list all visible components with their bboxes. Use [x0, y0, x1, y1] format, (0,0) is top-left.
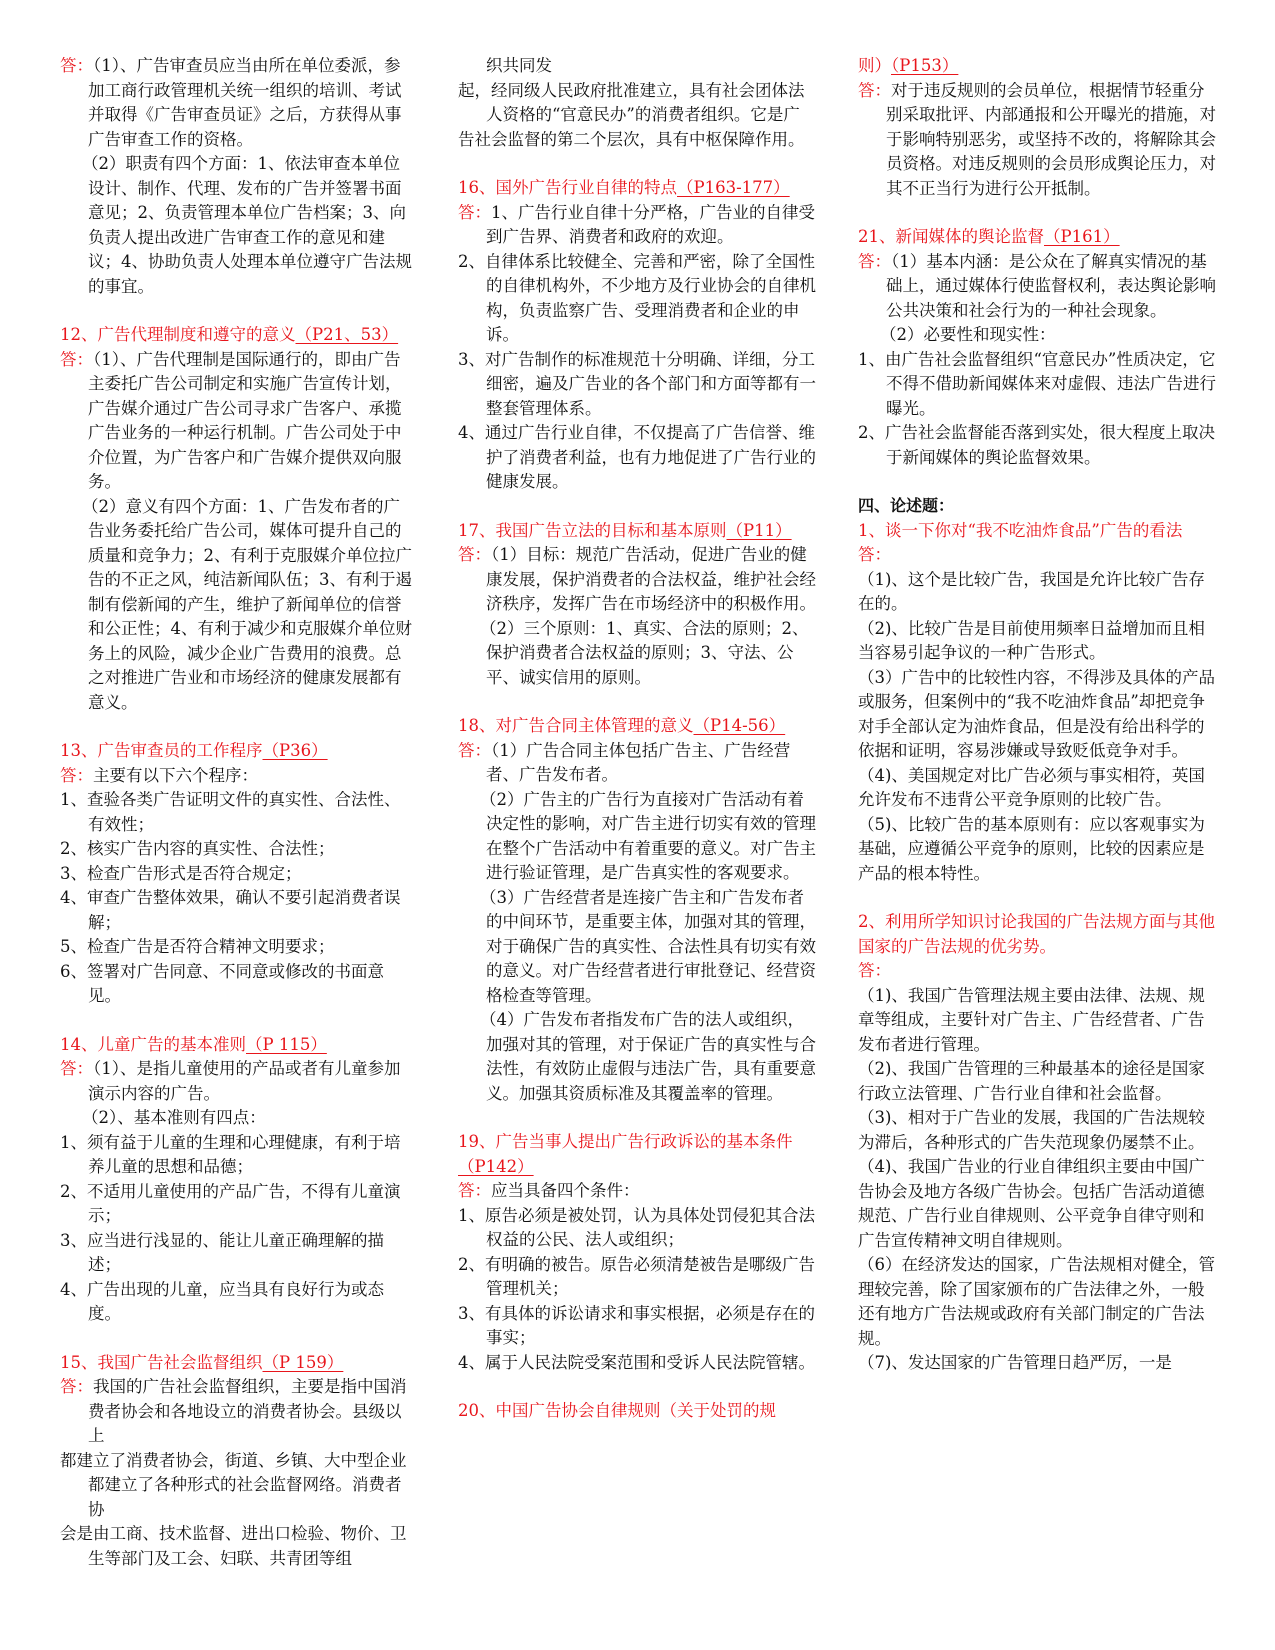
answer-paragraph: [458, 421, 818, 495]
answer-label: 答：: [858, 961, 891, 980]
answer-label: 答：: [60, 56, 93, 75]
answer-paragraph: [60, 1278, 412, 1327]
answer-paragraph: [458, 543, 818, 617]
answer-paragraph: [458, 617, 818, 691]
answer-paragraph: [60, 1229, 412, 1278]
paragraph-text: 2、核实广告内容的真实性、合法性；: [60, 839, 335, 858]
answer-label: 答：: [858, 80, 891, 100]
paragraph-text: 4、属于人民法院受案范围和受诉人民法院管辖。: [458, 1352, 815, 1372]
paragraph-text: 1、查验各类广告证明文件的真实性、合法性、有效性；: [60, 790, 401, 834]
page-reference: （P163-177）: [677, 178, 790, 197]
paragraph-text: （1）基本内涵：是公众在了解真实情况的基础上，通过媒体行使监督权利，表达舆论影响公共决策和社会行为的一种社会现象。: [886, 251, 1216, 320]
answer-paragraph: [858, 250, 1216, 324]
answer-paragraph: [858, 1351, 1216, 1376]
paragraph-text: 4、审查广告整体效果，确认不要引起消费者误解；: [60, 888, 401, 932]
answer-paragraph: [60, 935, 412, 960]
answer-label: 答：: [60, 349, 93, 369]
answer-paragraph: [858, 421, 1216, 470]
paragraph-text: （2）广告主的广告行为直接对广告活动有着决定性的影响，对广告主进行切实有效的管理在整个广告活动中有着重要的意义。对广告主进行验证管理，是广告真实性的客观要求。: [480, 789, 816, 882]
answer-paragraph: [458, 1179, 818, 1204]
question-heading: [60, 1351, 412, 1376]
question-title: 12、广告代理制度和遵守的意义: [60, 325, 296, 344]
question-block: [60, 54, 412, 299]
answer-label: 答：: [458, 1181, 491, 1200]
question-heading: [458, 714, 818, 739]
paragraph-text: 2、广告社会监督能否落到实处，很大程度上取决于新闻媒体的舆论监督效果。: [858, 423, 1215, 467]
page-reference: （P36）: [262, 741, 328, 760]
paragraph-text: （1）、是指儿童使用的产品或者有儿童参加演示内容的广告。: [88, 1059, 401, 1103]
question-title: 1、谈一下你对“我不吃油炸食品”广告的看法: [858, 520, 1183, 540]
answer-paragraph: [458, 128, 818, 153]
question-title: 2、利用所学知识讨论我国的广告法规方面与其他国家的广告法规的优劣势。: [858, 912, 1215, 956]
paragraph-text: （7)、发达国家的广告管理日趋严厉，一是: [858, 1353, 1172, 1372]
answer-paragraph: [60, 1522, 412, 1571]
question-block: [60, 739, 412, 1009]
answer-label: 答：: [458, 740, 491, 760]
paragraph-text: 3、有具体的诉讼请求和事实根据，必须是存在的事实；: [458, 1303, 815, 1347]
column-right: [858, 54, 1216, 1400]
paragraph-text: 织共同发: [486, 56, 552, 75]
answer-paragraph: [60, 1106, 412, 1131]
paragraph-text: 起，经同级人民政府批准建立，具有社会团体法人资格的“官意民办”的消费者组织。它是广: [458, 80, 805, 124]
paragraph-text: 2、有明确的被告。原告必须清楚被告是哪级广告管理机关；: [458, 1254, 815, 1298]
paragraph-text: （3）广告经营者是连接广告主和广告发布者的中间环节，是重要主体，加强对其的管理，对于确保广告的真实性、合法性具有切实有效的意义。对广告经营者进行审批登记、经营资格检查等管理。: [480, 887, 816, 1005]
question-title: 15、我国广告社会监督组织: [60, 1352, 263, 1372]
question-block: [60, 323, 412, 715]
question-heading: [858, 225, 1216, 250]
paragraph-text: （2）、基本准则有四点：: [82, 1108, 266, 1127]
paragraph-text: 5、检查广告是否符合精神文明要求；: [60, 937, 335, 956]
question-title: 17、我国广告立法的目标和基本原则: [458, 520, 727, 540]
paragraph-text: 1、原告必须是被处罚，认为具体处罚侵犯其合法权益的公民、法人或组织；: [458, 1205, 815, 1249]
question-title: 16、国外广告行业自律的特点: [458, 178, 677, 197]
page-reference: （P14-56）: [693, 716, 786, 735]
question-title: 14、儿童广告的基本准则: [60, 1034, 246, 1054]
page-reference: （P 159）: [262, 1352, 344, 1372]
paragraph-text: （2）必要性和现实性：: [880, 325, 1056, 344]
question-block: [458, 176, 818, 495]
page-reference: （P21、53）: [295, 325, 399, 344]
paragraph-text: 3、应当进行浅显的、能让儿童正确理解的描述；: [60, 1230, 384, 1274]
paragraph-text: 2、不适用儿童使用的产品广告，不得有儿童演示；: [60, 1181, 401, 1225]
question-block: [458, 1130, 818, 1375]
question-heading: [458, 176, 818, 201]
answer-paragraph: [458, 1204, 818, 1253]
answer-paragraph: [458, 1351, 818, 1376]
paragraph-text: （6）在经济发达的国家，广告法规相对健全，管理较完善，除了国家颁布的广告法律之外，一般还有地方广告法规或政府有关部门制定的广告法规。: [858, 1255, 1215, 1348]
paragraph-text: （1）、广告审查员应当由所在单位委派，参加工商行政管理机关统一组织的培训、考试并取得《广告审查员证》之后，方获得从事广告审查工作的资格。: [88, 56, 402, 149]
page-reference: （P161）: [1044, 227, 1120, 246]
question-block: [458, 54, 818, 152]
question-block: [60, 1033, 412, 1327]
column-middle: [458, 54, 818, 1448]
paragraph-text: 4、通过广告行业自律，不仅提高了广告信誉、维护了消费者利益，也有力地促进了广告行业的健康发展。: [458, 423, 816, 491]
question-title: 19、广告当事人提出广告行政诉讼的基本条件: [458, 1132, 793, 1151]
answer-paragraph: [858, 1253, 1216, 1351]
answer-paragraph: [458, 79, 818, 128]
paragraph-text: 1、由广告社会监督组织“官意民办”性质决定，它不得不借助新闻媒体来对虚假、违法广告进行曝光。: [858, 349, 1216, 418]
paragraph-text: （3)、相对于广告业的发展，我国的广告法规较为滞后，各种形式的广告失范现象仍屡禁不止。: [858, 1108, 1205, 1152]
answer-label: 答：: [60, 1059, 93, 1078]
paragraph-text: 我国的广告社会监督组织，主要是指中国消费者协会和各地设立的消费者协会。县级以上: [88, 1377, 407, 1445]
paragraph-text: 6、签署对广告同意、不同意或修改的书面意见。: [60, 961, 384, 1005]
answer-paragraph: [60, 886, 412, 935]
question-heading: [458, 1399, 818, 1424]
page-reference: （P 115）: [246, 1034, 327, 1054]
question-title: 20、中国广告协会自律规则（关于处罚的规: [458, 1401, 776, 1420]
answer-paragraph: [60, 837, 412, 862]
question-block: [858, 225, 1216, 470]
paragraph-text: （1）、广告代理制是国际通行的，即由广告主委托广告公司制定和实施广告宣传计划，广告媒介通过广告公司寻求广告客户、承揽广告业务的一种运行机制。广告公司处于中介位置，为广告客户和广告媒介提供双向服务。: [88, 349, 402, 491]
paragraph-text: （2）意义有四个方面：1、广告发布者的广告业务委托给广告公司，媒体可提升自己的质量和竞争力；2、有利于克服媒介单位拉广告的不正之风，纯洁新闻队伍；3、有利于遏制有偿新闻的产生，维护了新闻单位的信誉和公正性；4、有利于减少和克服媒介单位财务上的风险，减少企业广告费用的浪费。总之对推进广告业和市场经济的健康发展都有意义。: [82, 496, 412, 712]
answer-paragraph: [858, 617, 1216, 666]
paragraph-text: （1）广告合同主体包括广告主、广告经营者、广告发布者。: [486, 740, 791, 784]
question-heading: [60, 323, 412, 348]
answer-paragraph: [858, 666, 1216, 764]
paragraph-text: （3）广告中的比较性内容，不得涉及具体的产品或服务，但案例中的“我不吃油炸食品”却把竞争对手全部认定为油炸食品，但是没有给出科学的依据和证明，容易涉嫌或导致贬低竞争对手。: [858, 667, 1215, 760]
page-reference: （P11）: [726, 520, 792, 540]
answer-paragraph: [60, 862, 412, 887]
answer-paragraph: [60, 1131, 412, 1180]
paragraph-text: （1)、这个是比较广告，我国是允许比较广告存在的。: [858, 569, 1205, 613]
section-title: 四、论述题：: [858, 496, 955, 515]
answer-label: 答：: [458, 202, 491, 222]
paragraph-text: （2)、比较广告是目前使用频率日益增加而且相当容易引起争议的一种广告形式。: [858, 618, 1205, 662]
answer-paragraph: [60, 1057, 412, 1106]
question-title: 则）: [858, 56, 891, 75]
question-heading: [458, 1130, 818, 1179]
question-heading: [858, 910, 1216, 959]
answer-paragraph: [858, 813, 1216, 887]
paragraph-text: 应当具备四个条件：: [491, 1181, 640, 1200]
answer-paragraph: [60, 1180, 412, 1229]
paragraph-text: （4）广告发布者指发布广告的法人或组织，加强对其的管理，对于保证广告的真实性与合法性，有效防止虚假与违法广告，具有重要意义。加强其资质标准及其覆盖率的管理。: [480, 1010, 816, 1103]
answer-paragraph: [458, 886, 818, 1009]
answer-paragraph: [858, 1155, 1216, 1253]
question-heading: [858, 54, 1216, 79]
answer-label: 答：: [858, 251, 891, 271]
answer-paragraph: [60, 152, 412, 299]
answer-paragraph: [458, 788, 818, 886]
answer-paragraph: [60, 348, 412, 495]
question-block: [458, 519, 818, 691]
paragraph-text: （5)、比较广告的基本原则有：应以客观事实为基础，应遵循公平竞争的原则，比较的因素应是产品的根本特性。: [858, 814, 1205, 883]
answer-paragraph: [858, 323, 1216, 348]
answer-paragraph: [858, 1106, 1216, 1155]
question-heading: [458, 519, 818, 544]
paragraph-text: 对于违反规则的会员单位，根据情节轻重分别采取批评、内部通报和公开曝光的措施，对于影响特别恶劣，或坚持不改的，将解除其会员资格。对违反规则的会员形成舆论压力，对其不正当行为进行公开抵制。: [886, 80, 1216, 198]
answer-paragraph: [60, 1375, 412, 1449]
paragraph-text: 2、自律体系比较健全、完善和严密，除了全国性的自律机构外，不少地方及行业协会的自律机构，负责监察广告、受理消费者和企业的申诉。: [458, 251, 816, 344]
question-block: [458, 714, 818, 1106]
paragraph-text: 3、对广告制作的标准规范十分明确、详细，分工细密，遍及广告业的各个部门和方面等都有一整套管理体系。: [458, 349, 816, 418]
answer-paragraph: [458, 1253, 818, 1302]
answer-paragraph: [858, 764, 1216, 813]
answer-paragraph: [858, 1057, 1216, 1106]
answer-paragraph: [458, 1008, 818, 1106]
paragraph-text: 3、检查广告形式是否符合规定；: [60, 863, 302, 883]
answer-paragraph: [458, 348, 818, 422]
answer-paragraph: [858, 984, 1216, 1058]
question-block: [60, 1351, 412, 1572]
question-heading: [60, 739, 412, 764]
answer-paragraph: [458, 201, 818, 250]
question-block: [858, 910, 1216, 1376]
paragraph-text: 告社会监督的第二个层次，具有中枢保障作用。: [458, 129, 805, 149]
answer-paragraph: [60, 54, 412, 152]
question-title: 18、对广告合同主体管理的意义: [458, 716, 694, 735]
answer-paragraph: [458, 739, 818, 788]
answer-label: 答：: [60, 1377, 93, 1396]
answer-label: 答：: [60, 765, 93, 785]
paragraph-text: （1）目标：规范广告活动，促进广告业的健康发展，保护消费者的合法权益，维护社会经济秩序，发挥广告在市场经济中的积极作用。: [486, 545, 816, 613]
paragraph-text: （4)、我国广告业的行业自律组织主要由中国广告协会及地方各级广告协会。包括广告活动道德规范、广告行业自律规则、公平竞争自律守则和广告宣传精神文明自律规则。: [858, 1157, 1205, 1250]
paragraph-text: （4)、美国规定对比广告必须与事实相符，英国允许发布不违背公平竞争原则的比较广告。: [858, 765, 1205, 809]
answer-paragraph: [458, 250, 818, 348]
question-block: [858, 519, 1216, 887]
answer-paragraph: [60, 495, 412, 716]
answer-paragraph: [60, 764, 412, 789]
question-block: [858, 54, 1216, 201]
question-block: [458, 1399, 818, 1424]
answer-paragraph: [858, 568, 1216, 617]
question-heading: [858, 519, 1216, 544]
answer-label: 答：: [858, 545, 891, 564]
paragraph-text: 主要有以下六个程序：: [93, 765, 258, 785]
paragraph-text: 1、广告行业自律十分严格，广告业的自律受到广告界、消费者和政府的欢迎。: [486, 202, 815, 246]
answer-paragraph: [458, 1302, 818, 1351]
paragraph-text: 都建立了消费者协会，街道、乡镇、大中型企业都建立了各种形式的社会监督网络。消费者协: [60, 1450, 407, 1519]
paragraph-text: 4、广告出现的儿童，应当具有良好行为或态度。: [60, 1279, 384, 1323]
paragraph-text: （1)、我国广告管理法规主要由法律、法规、规章等组成，主要针对广告主、广告经营者、广告发布者进行管理。: [858, 985, 1205, 1054]
paragraph-text: （2）职责有四个方面：1、依法审查本单位设计、制作、代理、发布的广告并签署书面意见；2、负责管理本单位广告档案；3、向负责人提出改进广告审查工作的意见和建议；4、协助负责人处理本单位遵守广告法规的事宜。: [82, 154, 412, 296]
column-left: [60, 54, 412, 1595]
page-reference: （P153）: [891, 56, 959, 75]
page-reference: （P142）: [458, 1156, 534, 1176]
answer-paragraph: [60, 960, 412, 1009]
question-heading: [60, 1033, 412, 1058]
answer-paragraph: [858, 79, 1216, 202]
answer-paragraph: [60, 788, 412, 837]
paragraph-text: 1、须有益于儿童的生理和心理健康，有利于培养儿童的思想和品德；: [60, 1132, 401, 1176]
answer-label: 答：: [458, 545, 491, 564]
question-title: 13、广告审查员的工作程序: [60, 741, 263, 760]
paragraph-text: （2）三个原则：1、真实、合法的原则；2、保护消费者合法权益的原则；3、守法、公平、诚实信用的原则。: [480, 618, 809, 687]
paragraph-text: （2)、我国广告管理的三种最基本的途径是国家行政立法管理、广告行业自律和社会监督。: [858, 1059, 1205, 1103]
question-title: 21、新闻媒体的舆论监督: [858, 227, 1044, 246]
answer-paragraph: [458, 54, 818, 79]
paragraph-text: 会是由工商、技术监督、进出口检验、物价、卫生等部门及工会、妇联、共青团等组: [60, 1524, 407, 1568]
answer-paragraph: [60, 1449, 412, 1523]
answer-paragraph: [858, 348, 1216, 422]
